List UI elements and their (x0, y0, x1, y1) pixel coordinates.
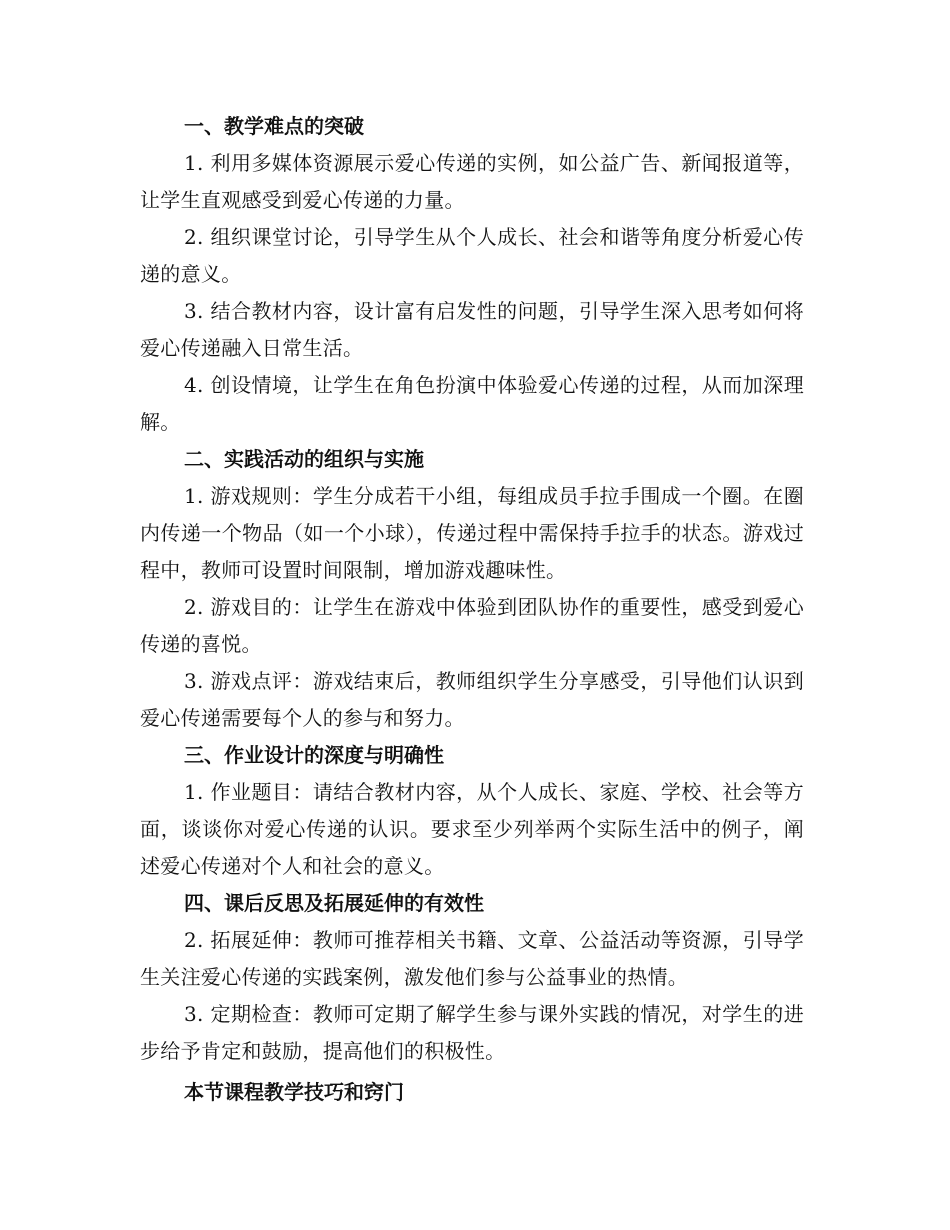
document-page (140, 108, 804, 1111)
section-heading-4: 四、课后反思及拓展延伸的有效性 (184, 891, 484, 915)
section-4-item-2: 3. 定期检查：教师可定期了解学生参与课外实践的情况，对学生的进步给予肯定和鼓励，提高他们的积极性。 (140, 1002, 804, 1063)
section-heading-1: 一、教学难点的突破 (184, 114, 364, 138)
section-2-item-3: 3. 游戏点评：游戏结束后，教师组织学生分享感受，引导他们认识到爱心传递需要每个人的参与和努力。 (140, 669, 804, 730)
section-2-item-1: 1. 游戏规则：学生分成若干小组，每组成员手拉手围成一个圈。在圈内传递一个物品（如一个小球），传递过程中需保持手拉手的状态。游戏过程中，教师可设置时间限制，增加游戏趣味性。 (140, 484, 804, 582)
section-3-item-1: 1. 作业题目：请结合教材内容，从个人成长、家庭、学校、社会等方面，谈谈你对爱心传递的认识。要求至少列举两个实际生活中的例子，阐述爱心传递对个人和社会的意义。 (140, 780, 804, 878)
footer-heading: 本节课程教学技巧和窍门 (184, 1080, 404, 1104)
section-1-item-1: 1. 利用多媒体资源展示爱心传递的实例，如公益广告、新闻报道等，让学生直观感受到爱心传递的力量。 (140, 151, 804, 212)
section-1-item-3: 3. 结合教材内容，设计富有启发性的问题，引导学生深入思考如何将爱心传递融入日常生活。 (140, 299, 804, 360)
section-1-item-4: 4. 创设情境，让学生在角色扮演中体验爱心传递的过程，从而加深理解。 (140, 373, 804, 434)
section-1-item-2: 2. 组织课堂讨论，引导学生从个人成长、社会和谐等角度分析爱心传递的意义。 (140, 225, 804, 286)
section-2-item-2: 2. 游戏目的：让学生在游戏中体验到团队协作的重要性，感受到爱心传递的喜悦。 (140, 595, 804, 656)
section-4-item-1: 2. 拓展延伸：教师可推荐相关书籍、文章、公益活动等资源，引导学生关注爱心传递的实践案例，激发他们参与公益事业的热情。 (140, 928, 804, 989)
section-heading-2: 二、实践活动的组织与实施 (184, 447, 424, 471)
section-heading-3: 三、作业设计的深度与明确性 (184, 743, 444, 767)
